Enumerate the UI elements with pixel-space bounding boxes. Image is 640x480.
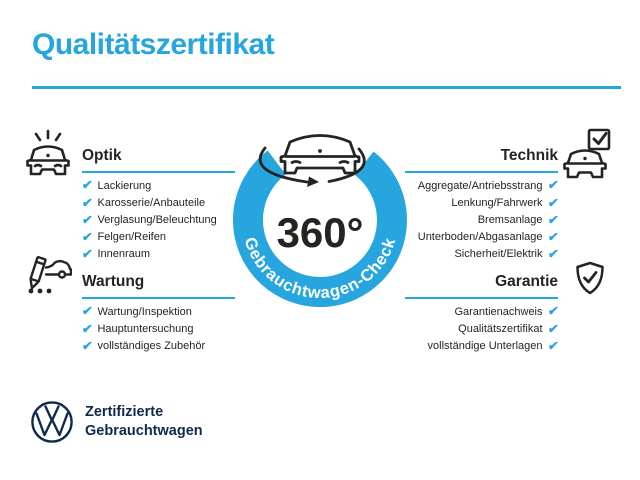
service-checklist-icon [26,256,72,296]
check-list-item-label: Lackierung [97,179,152,192]
check-icon: ✔ [546,247,559,262]
section-header-garantie: Garantie [405,273,558,299]
car-checkbox-icon [561,128,611,182]
check-list-item-label: Verglasung/Beleuchtung [97,213,217,226]
check-icon: ✔ [546,304,559,319]
check-list-item-label: Unterboden/Abgasanlage [417,231,543,244]
check-icon: ✔ [546,195,559,210]
check-icon: ✔ [81,195,94,210]
section-header-technik: Technik [405,147,558,173]
check-list-item [340,194,558,211]
check-icon: ✔ [81,178,94,193]
section-header-optik: Optik [82,147,235,173]
check-icon: ✔ [81,212,94,227]
check-list-item [340,211,558,228]
brand-line-1: Zertifizierte [85,404,164,420]
garantie-checklist [340,303,558,355]
title-divider [32,86,621,89]
check-icon: ✔ [81,321,94,336]
technik-checklist [340,177,558,263]
check-list-item-label: Bremsanlage [477,213,543,226]
check-list-item [82,320,300,337]
check-icon: ✔ [81,338,94,353]
brand-line-2: Gebrauchtwagen [85,422,203,439]
check-list-item-label: Qualitätszertifikat [458,322,543,335]
check-list-item [340,337,558,354]
check-list-item-label: Sicherheit/Elektrik [454,248,543,261]
check-list-item [340,177,558,194]
vw-logo [30,400,74,444]
check-icon: ✔ [81,304,94,319]
check-icon: ✔ [81,247,94,262]
check-list-item [340,246,558,263]
badge-ring-label: Gebrauchtwagen-Check [240,234,400,303]
check-list-item-label: Aggregate/Antriebsstrang [417,179,543,192]
check-list-item-label: Lenkung/Fahrwerk [451,196,543,209]
brand-wordmark [85,403,203,440]
check-list-item-label: vollständiges Zubehör [97,339,206,352]
check-icon: ✔ [81,229,94,244]
check-icon: ✔ [546,229,559,244]
check-list-item-label: Hauptuntersuchung [97,322,194,335]
badge-degrees-label: 360° [276,209,364,256]
check-list-item [82,337,300,354]
check-list-item [340,320,558,337]
car-shine-icon [26,129,70,177]
check-icon: ✔ [546,321,559,336]
check-list-item [340,229,558,246]
check-list-item-label: vollständige Unterlagen [427,339,543,352]
check-list-item-label: Karosserie/Anbauteile [97,196,206,209]
check-list-item-label: Garantienachweis [454,305,543,318]
check-icon: ✔ [546,212,559,227]
shield-check-icon [574,261,606,295]
check-list-item-label: Wartung/Inspektion [97,305,192,318]
check-icon: ✔ [546,178,559,193]
check-list-item [340,303,558,320]
page-title: Qualitätszertifikat [32,28,275,61]
check-list-item-label: Felgen/Reifen [97,231,166,244]
check-list-item-label: Innenraum [97,248,151,261]
section-header-wartung: Wartung [82,273,235,299]
check-icon: ✔ [546,338,559,353]
